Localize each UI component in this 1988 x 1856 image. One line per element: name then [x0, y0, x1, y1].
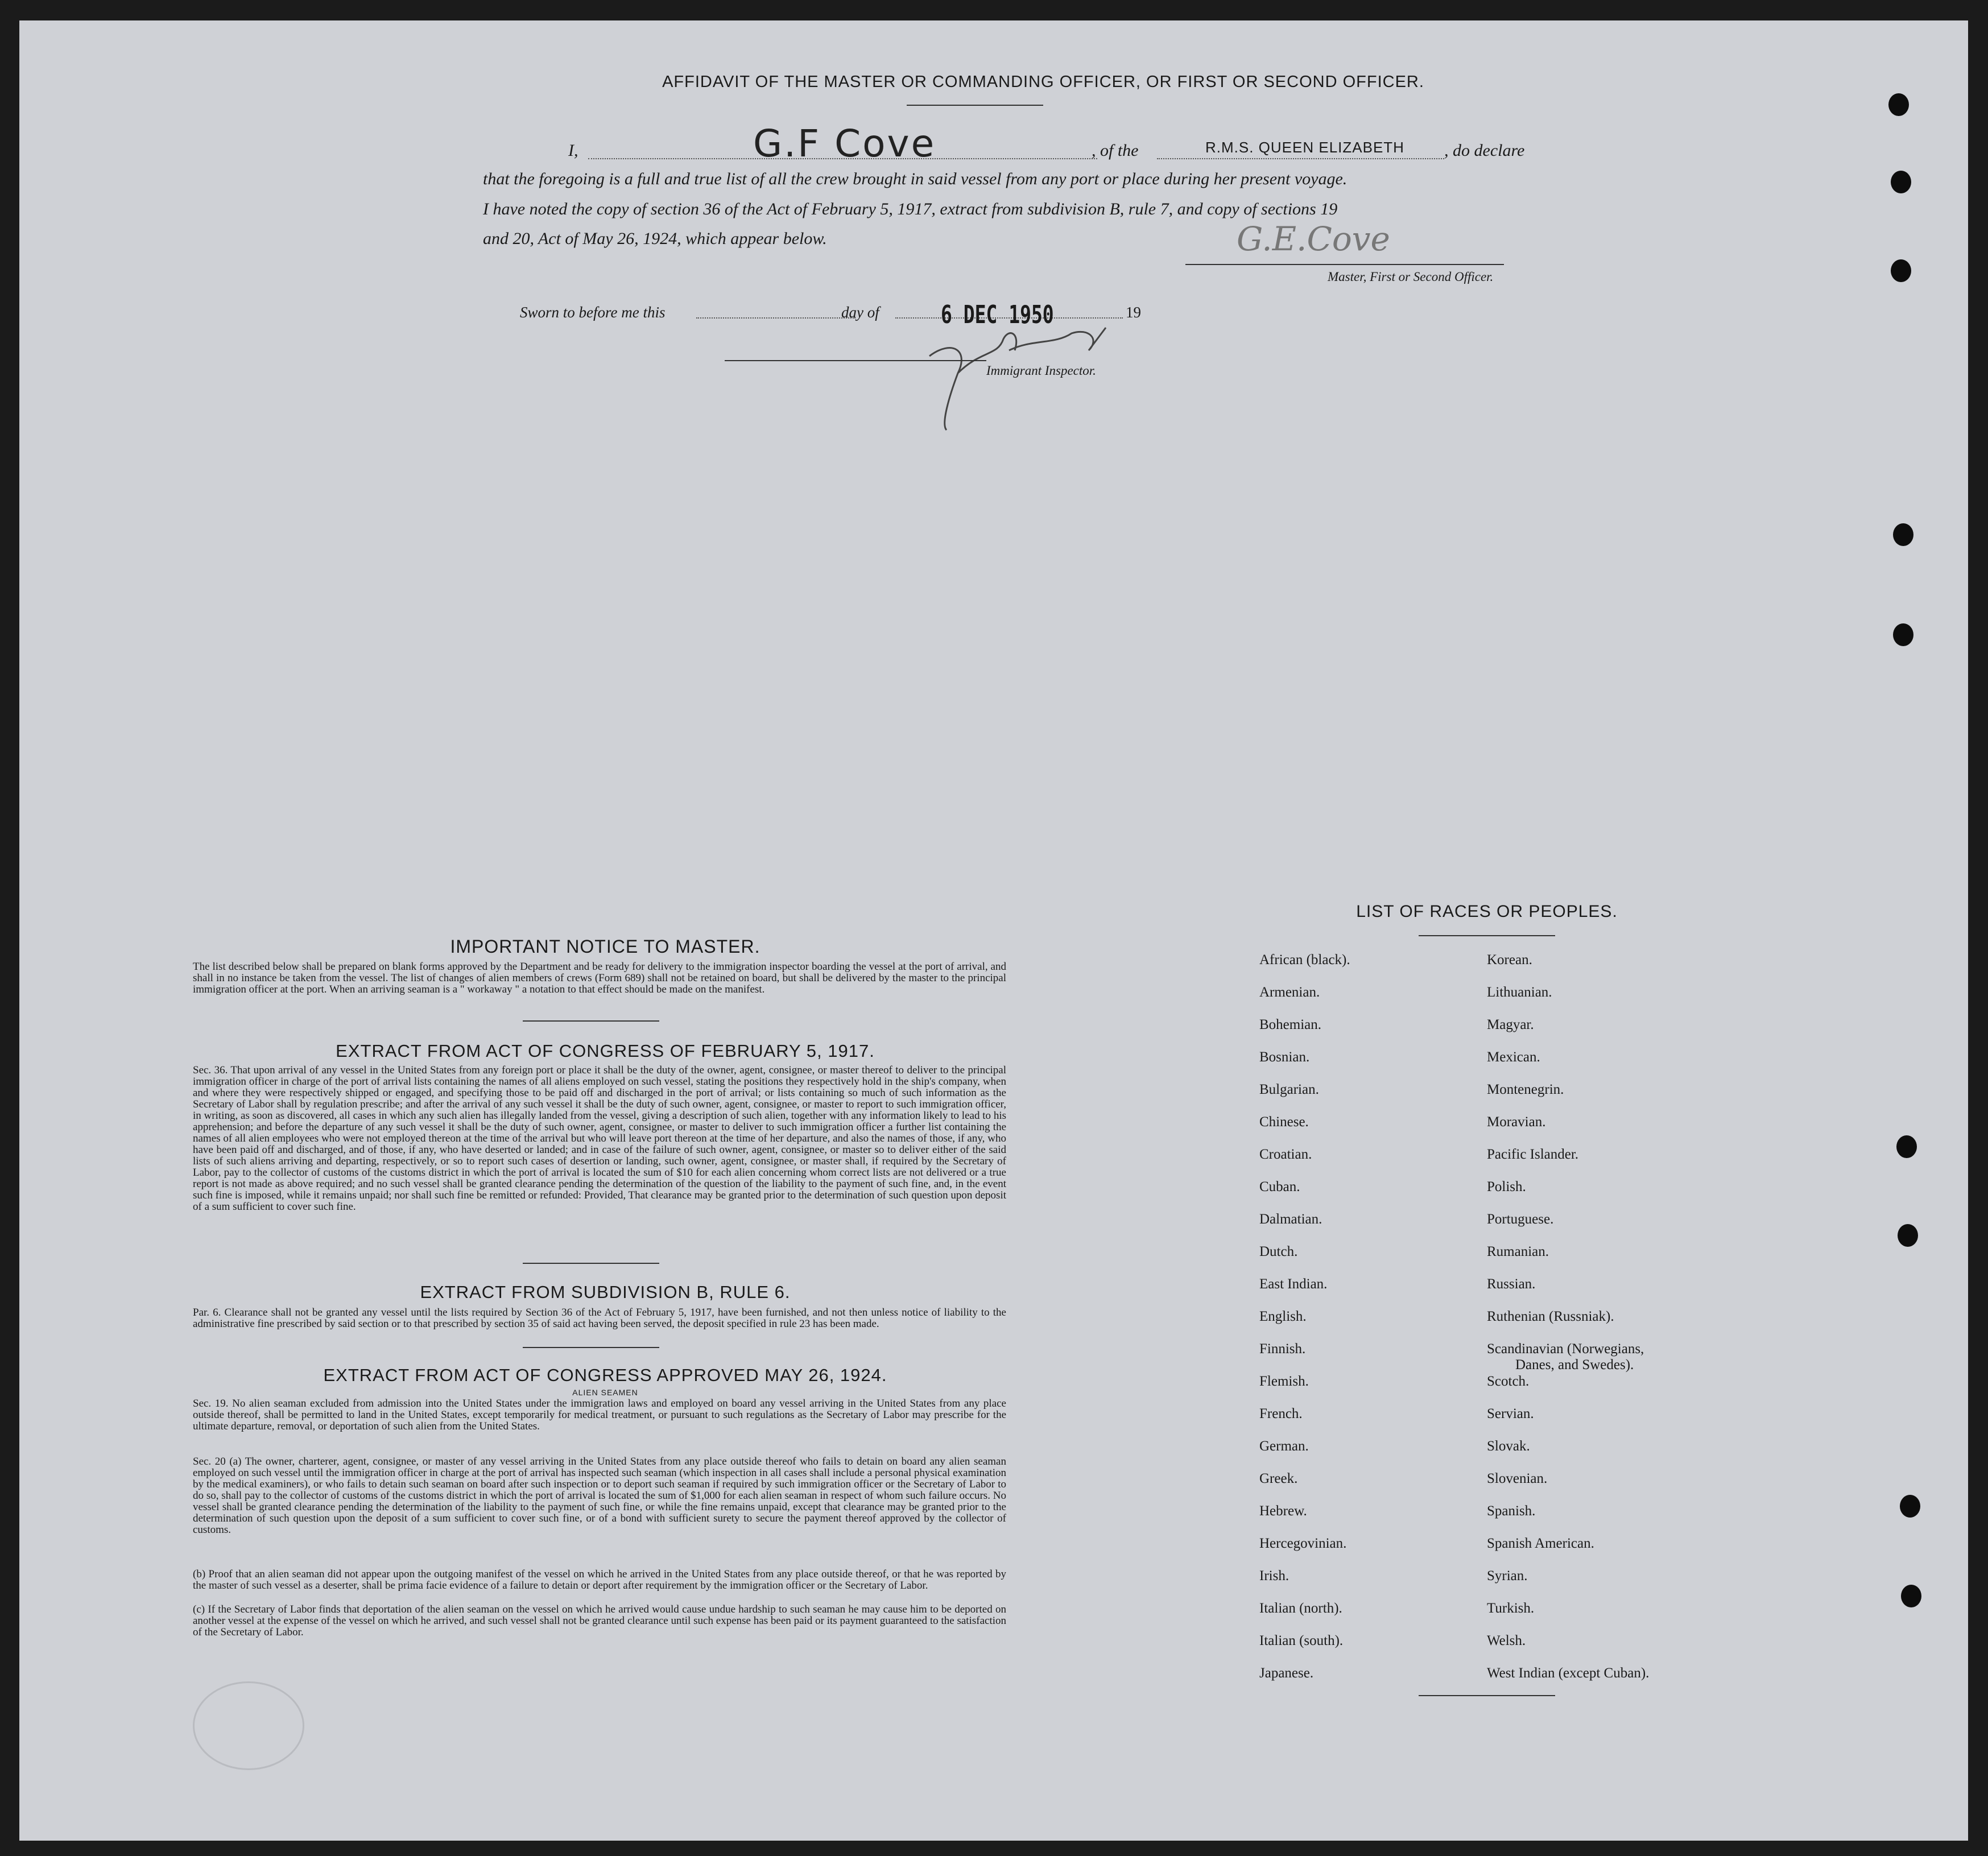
race-item: Welsh. — [1487, 1633, 1526, 1648]
signature-line — [1185, 264, 1504, 265]
punch-hole — [1900, 1495, 1920, 1518]
race-item: Flemish. — [1259, 1374, 1309, 1389]
sworn-day-line — [696, 317, 855, 319]
subdivision-text: Par. 6. Clearance shall not be granted any vessel until the lists required by Section 36 of the Act of February 5, 1917, have been furnished, and not then unless notice of liability to the administrative fine prescribed by said section or to that prescribed by section 35 of said act having been served, the deposit specified in rule 23 has been made. — [193, 1307, 1006, 1330]
race-item: Finnish. — [1259, 1341, 1306, 1357]
race-item: Mexican. — [1487, 1049, 1540, 1065]
race-item: Slovenian. — [1487, 1471, 1548, 1486]
declaration-line-2: that the foregoing is a full and true list of all the crew brought in said vessel from any port or place during her present voyage. — [483, 170, 1348, 188]
race-item: Bulgarian. — [1259, 1082, 1319, 1097]
i-label: I, — [568, 141, 578, 160]
race-item: Chinese. — [1259, 1114, 1309, 1130]
punch-hole — [1891, 259, 1911, 282]
race-item: Spanish. — [1487, 1503, 1536, 1519]
race-item: Moravian. — [1487, 1114, 1546, 1130]
inspector-caption: Immigrant Inspector. — [986, 363, 1096, 378]
races-bottom-rule — [1419, 1695, 1555, 1696]
race-item: Bosnian. — [1259, 1049, 1310, 1065]
race-item: Dalmatian. — [1259, 1212, 1322, 1227]
sec-19-text: Sec. 19. No alien seaman excluded from admission into the United States under the immigration laws and employed on board any vessel arriving in the United States from any place outside thereof, shall be permitted to land in the United States, except temporarily for medical treatment, or pursuant to such regulations as the Secretary of Labor may prescribe for the ultimate departure, removal, or deportation of such alien from the United States. — [193, 1398, 1006, 1432]
race-item: Croatian. — [1259, 1147, 1312, 1162]
race-item: East Indian. — [1259, 1276, 1328, 1292]
race-item: English. — [1259, 1309, 1307, 1324]
extract-1917-text: Sec. 36. That upon arrival of any vessel in the United States from any foreign port or place it shall be the duty of the owner, agent, consignee, or master thereof to deliver to the principal immigration officer in charge of the port of arrival lists containing the names of all aliens employed on such vessel, stating the positions they respectively hold in the ship's company, when and where they were respectively shipped or engaged, and specifying those to be paid off and discharged in the port of arrival; or lists containing so much of such information as the Secretary of Labor shall by regulation prescribe; and after the arrival of any such vessel it shall be the duty of such owner, agent, consignee, or master to report to such immigration officer, in writing, as soon as discovered, all cases in which any such alien has illegally landed from the vessel, giving a description of such alien, together with any information likely to lead to his apprehension; and before the departure of any such vessel it shall be the duty of such owner, agent, consignee, or master to deliver to such immigration officer a further list containing the names of all alien employees who were not employed thereon at the time of the arrival but who will leave port thereon at the time of her departure, and also the names of those, if any, who have been paid off and discharged, and of those, if any, who have deserted or landed; and in case of the failure of such owner, agent, consignee, or master so to deliver either of the said lists of such aliens arriving and departing, respectively, or so to report such cases of desertion or landing, such owner, agent, consignee, or master shall, if required by the Secretary of Labor, pay to the collector of customs of the customs district in which the port of arrival is located the sum of $10 for each alien concerning whom correct lists are not delivered or a true report is not made as above required; and no such vessel shall be granted clearance pending the determination of the question of the liability to the payment of such fine, and, in the event such fine is imposed, while it remains unpaid; nor shall such fine be remitted or refunded: Provided, That clearance may be granted prior to the determination of such question upon deposit of a sum sufficient to cover such fine. — [193, 1064, 1006, 1213]
race-item: Portuguese. — [1487, 1212, 1554, 1227]
race-item: Dutch. — [1259, 1244, 1298, 1259]
race-item: Cuban. — [1259, 1179, 1300, 1194]
races-title: LIST OF RACES OR PEOPLES. — [1356, 902, 1618, 921]
day-of-label: day of — [841, 304, 879, 321]
signature-caption: Master, First or Second Officer. — [1328, 270, 1494, 284]
race-item: Scandinavian (Norwegians, — [1487, 1341, 1644, 1357]
race-item: West Indian (except Cuban). — [1487, 1665, 1650, 1681]
race-item-continuation: Danes, and Swedes). — [1515, 1357, 1634, 1373]
race-item: Russian. — [1487, 1276, 1536, 1292]
inspector-signature-scrawl — [918, 316, 1191, 441]
race-item: Turkish. — [1487, 1601, 1535, 1616]
extract-1917-rule — [523, 1263, 659, 1264]
race-item: Hebrew. — [1259, 1503, 1307, 1519]
extract-1924-title: EXTRACT FROM ACT OF CONGRESS APPROVED MAY 26, 1924. — [323, 1365, 887, 1385]
race-item: Bohemian. — [1259, 1017, 1322, 1032]
race-item: French. — [1259, 1406, 1303, 1421]
race-item: Pacific Islander. — [1487, 1147, 1579, 1162]
extract-1917-title: EXTRACT FROM ACT OF CONGRESS OF FEBRUARY 5, 1917. — [336, 1041, 875, 1061]
race-item: Ruthenian (Russniak). — [1487, 1309, 1614, 1324]
title-rule — [907, 105, 1043, 106]
race-item: Spanish American. — [1487, 1536, 1594, 1551]
master-name-handwritten: G.F Cove — [753, 122, 936, 166]
notice-text: The list described below shall be prepared on blank forms approved by the Department and be ready for delivery to the immigration inspector boarding the vessel at the port of arrival, and shall in no instance be taken from the vessel. The list of changes of alien members of crews (Form 689) shall not be retained on board, but shall be delivered by the master to the principal immigration officer at the port. When an arriving seaman is a " workaway " a notation to that effect should be made on the manifest. — [193, 961, 1006, 995]
affidavit-title: AFFIDAVIT OF THE MASTER OR COMMANDING OFFICER, OR FIRST OR SECOND OFFICER. — [662, 73, 1424, 91]
punch-hole — [1888, 93, 1909, 116]
race-item: Slovak. — [1487, 1438, 1530, 1454]
subdivision-rule — [523, 1347, 659, 1348]
of-the-label: , of the — [1092, 141, 1139, 160]
race-item: Servian. — [1487, 1406, 1534, 1421]
declaration-line-4: and 20, Act of May 26, 1924, which appear below. — [483, 229, 827, 248]
race-item: Armenian. — [1259, 985, 1320, 1000]
race-item: Lithuanian. — [1487, 985, 1552, 1000]
race-item: Irish. — [1259, 1568, 1289, 1584]
race-item: Italian (south). — [1259, 1633, 1344, 1648]
race-item: Magyar. — [1487, 1017, 1534, 1032]
race-item: German. — [1259, 1438, 1309, 1454]
sec-20b-text: (b) Proof that an alien seaman did not appear upon the outgoing manifest of the vessel on which he arrived in the United States from any place outside thereof, or that he was reported by the master of such vessel as a deserter, shall be prima facie evidence of a failure to detain or deport after requirement by the immigration officer or the Secretary of Labor. — [193, 1568, 1006, 1592]
inspector-line — [725, 360, 986, 361]
master-signature: G.E.Cove — [1237, 220, 1390, 258]
race-item: Rumanian. — [1487, 1244, 1549, 1259]
sworn-label: Sworn to before me this — [520, 304, 666, 321]
sec-20c-text: (c) If the Secretary of Labor finds that deportation of the alien seaman on the vessel on which he arrived would cause undue hardship to such seaman he may cause him to be deported on another vessel at the expense of the vessel on which he arrived, and such vessel shall not be granted clearance until such expense has been paid or its payment guaranteed to the satisfaction of the Secretary of Labor. — [193, 1603, 1006, 1638]
punch-hole — [1901, 1585, 1921, 1607]
year-prefix: 19 — [1126, 304, 1141, 321]
race-item: Syrian. — [1487, 1568, 1528, 1584]
notice-title: IMPORTANT NOTICE TO MASTER. — [450, 936, 761, 957]
races-rule — [1419, 935, 1555, 936]
race-item: African (black). — [1259, 952, 1350, 968]
punch-hole — [1898, 1224, 1918, 1247]
subdivision-title: EXTRACT FROM SUBDIVISION B, RULE 6. — [420, 1282, 791, 1302]
notice-rule — [523, 1020, 659, 1022]
race-item: Polish. — [1487, 1179, 1526, 1194]
declaration-line-3: I have noted the copy of section 36 of the Act of February 5, 1917, extract from subdivision B, rule 7, and copy of sections 19 — [483, 200, 1338, 218]
punch-hole — [1893, 623, 1913, 646]
sec-20a-text: Sec. 20 (a) The owner, charterer, agent, consignee, or master of any vessel arriving in the United States from any place outside thereof who fails to detain on board any alien seaman employed on such vessel until the immigration officer in charge at the port of arrival has inspected such seaman (which inspection in all cases shall include a personal physical examination by the medical examiners), or who fails to detain such seaman on board after such inspection or to deport such seaman if required by such immigration officer or the Secretary of Labor to do so, shall pay to the collector of customs of the customs district in which the port of arrival is located the sum of $1,000 for each alien seaman in respect of whom such failure occurs. No vessel shall be granted clearance pending the determination of the liability to the payment of such fine, or while the fine remains unpaid, except that clearance may be granted prior to the determination of such question upon the deposit of a sum sufficient to cover such fine, or of a bond with sufficient surety to secure the payment thereof approved by the collector of customs. — [193, 1456, 1006, 1536]
race-item: Korean. — [1487, 952, 1532, 968]
race-item: Greek. — [1259, 1471, 1298, 1486]
vessel-name: R.M.S. QUEEN ELIZABETH — [1205, 139, 1404, 156]
faint-stamp — [193, 1681, 304, 1770]
race-item: Italian (north). — [1259, 1601, 1342, 1616]
punch-hole — [1891, 171, 1911, 193]
alien-seamen-subtitle: ALIEN SEAMEN — [572, 1388, 638, 1397]
vessel-line — [1157, 158, 1444, 159]
punch-hole — [1893, 523, 1913, 546]
race-item: Japanese. — [1259, 1665, 1314, 1681]
document-page — [19, 20, 1968, 1841]
punch-hole — [1896, 1135, 1917, 1158]
race-item: Montenegrin. — [1487, 1082, 1564, 1097]
race-item: Hercegovinian. — [1259, 1536, 1347, 1551]
date-stamp: 6 DEC 1950 — [941, 300, 1054, 329]
race-item: Scotch. — [1487, 1374, 1530, 1389]
do-declare-label: , do declare — [1444, 141, 1525, 160]
